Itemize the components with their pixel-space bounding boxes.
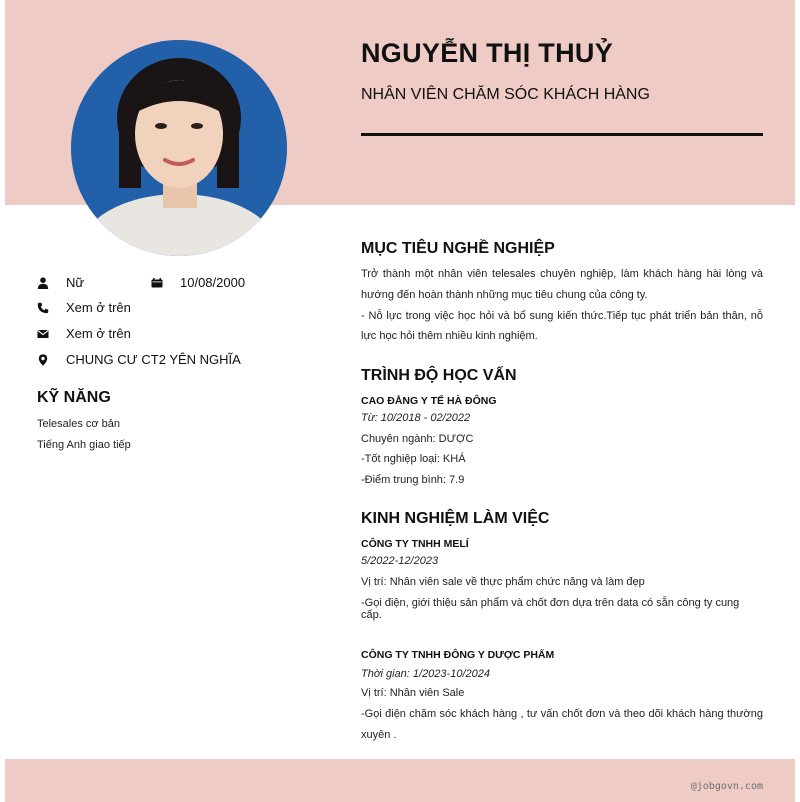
phone-icon [37, 302, 49, 314]
gender-value: Nữ [66, 275, 85, 290]
job-position: Vị trí: Nhân viên sale về thực phẩm chức năng và làm đẹp [361, 576, 645, 588]
experience-heading: KINH NGHIỆM LÀM VIỆC [361, 510, 550, 527]
location-pin-icon [37, 354, 49, 366]
calendar-icon [151, 277, 163, 289]
person-icon [37, 277, 49, 289]
job-company: CÔNG TY TNHH ĐÔNG Y DƯỢC PHẨM [361, 649, 555, 661]
contact-address [37, 352, 241, 367]
contact-email [37, 326, 131, 341]
address-value: CHUNG CƯ CT2 YÊN NGHĨA [66, 352, 241, 367]
phone-value: Xem ở trên [66, 300, 131, 315]
envelope-icon [37, 328, 49, 340]
objective-paragraph: - Nỗ lực trong việc học hỏi và bổ sung kiến thức.Tiếp tục phát triển bản thân, nỗ lực học hỏi thêm nhiều kinh nghiệm. [361, 309, 763, 343]
candidate-name: NGUYỄN THỊ THUỶ [361, 38, 614, 68]
education-school: CAO ĐẲNG Y TẾ HÀ ĐÔNG [361, 395, 497, 407]
contact-phone [37, 300, 131, 315]
job-title: NHÂN VIÊN CHĂM SÓC KHÁCH HÀNG [361, 86, 650, 103]
email-value: Xem ở trên [66, 326, 131, 341]
job-duty: -Gọi điện chăm sóc khách hàng , tư vấn chốt đơn và theo dõi khách hàng thường xuyên . [361, 708, 763, 741]
job-company: CÔNG TY TNHH MELÍ [361, 538, 469, 550]
job-period: Thời gian: 1/2023-10/2024 [361, 668, 490, 680]
job-period: 5/2022-12/2023 [361, 555, 439, 567]
footer-watermark: @jobgovn.com [690, 781, 763, 792]
job-position: Vị trí: Nhân viên Sale [361, 687, 465, 699]
objective-text [361, 264, 763, 347]
education-major: Chuyên ngành: DƯỢC [361, 433, 474, 445]
title-divider [361, 133, 763, 136]
footer-band [5, 759, 795, 802]
contact-gender [37, 275, 84, 290]
avatar [71, 40, 287, 256]
education-heading: TRÌNH ĐỘ HỌC VẤN [361, 367, 517, 384]
contact-birthdate [151, 275, 245, 290]
objective-heading: MỤC TIÊU NGHỀ NGHIỆP [361, 240, 555, 257]
education-period: Từ: 10/2018 - 02/2022 [361, 412, 471, 424]
objective-paragraph: Trở thành một nhân viên telesales chuyên nghiệp, làm khách hàng hài lòng và hướng đến hoàn thành những mục tiêu chung của công ty. [361, 268, 763, 301]
skill-item: Tiếng Anh giao tiếp [37, 439, 131, 451]
skill-item: Telesales cơ bản [37, 418, 121, 430]
job-duty: -Gọi điện, giới thiệu sản phẩm và chốt đơn dựa trên data có sẵn công ty cung cấp. [361, 597, 740, 621]
skills-heading: KỸ NĂNG [37, 389, 111, 406]
birthdate-value: 10/08/2000 [180, 275, 246, 290]
education-grade: -Tốt nghiệp loại: KHÁ [361, 453, 466, 465]
education-gpa: -Điểm trung bình: 7.9 [361, 474, 465, 486]
